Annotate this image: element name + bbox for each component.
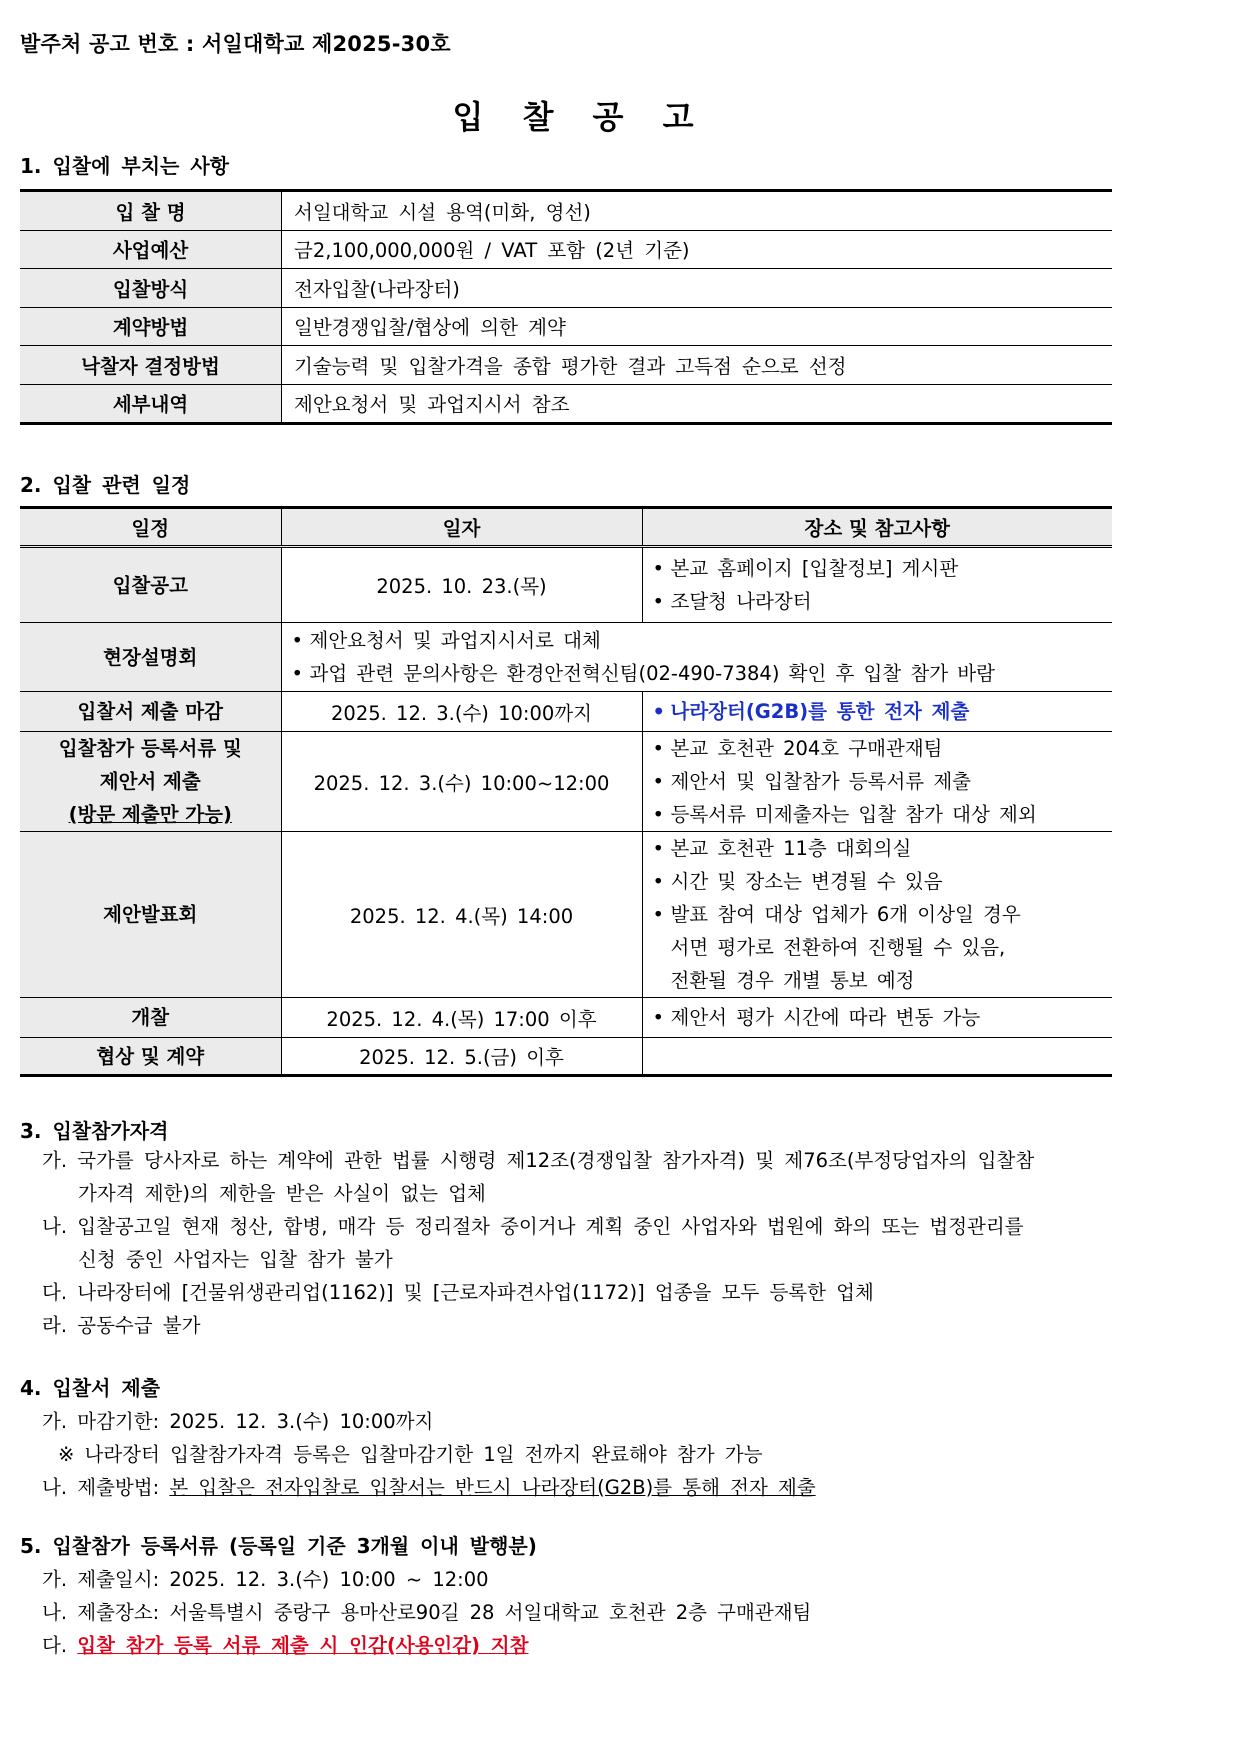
schedule-notes <box>642 832 1112 998</box>
table-row <box>20 547 1112 623</box>
schedule-label <box>20 732 281 832</box>
page-title: 입 찰 공 고 <box>452 98 708 136</box>
row-value: 기술능력 및 입찰가격을 종합 평가한 결과 고득점 순으로 선정 <box>282 346 1113 385</box>
note-text: ※ 나라장터 입찰참가자격 등록은 입찰마감기한 1일 전까지 완료해야 참가 가능 <box>58 1443 763 1466</box>
column-header: 일자 <box>281 508 642 547</box>
schedule-date: 2025. 10. 23.(목) <box>281 547 642 623</box>
schedule-label: 협상 및 계약 <box>20 1038 281 1076</box>
list-item-continuation: 신청 중인 사업자는 입찰 참가 불가 <box>78 1248 393 1271</box>
item-prefix: 나. 제출방법: <box>42 1476 170 1499</box>
row-value: 일반경쟁입찰/협상에 의한 계약 <box>282 307 1113 346</box>
list-item: • 조달청 나라장터 <box>653 585 1113 618</box>
list-item-continuation: 가자격 제한)의 제한을 받은 사실이 없는 업체 <box>78 1182 486 1205</box>
list-item: • 본교 호천관 204호 구매관재팀 <box>653 732 1113 765</box>
section-2-heading: 2. 입찰 관련 일정 <box>20 473 191 497</box>
list-item: • 나라장터(G2B)를 통한 전자 제출 <box>653 695 1113 728</box>
row-label: 사업예산 <box>20 230 282 269</box>
schedule-label: 입찰공고 <box>20 547 281 623</box>
section-1-heading: 1. 입찰에 부치는 사항 <box>20 154 229 178</box>
bid-overview-table <box>20 189 1112 425</box>
row-value: 금2,100,000,000원 / VAT 포함 (2년 기준) <box>282 230 1113 269</box>
row-label: 입찰방식 <box>20 269 282 308</box>
column-header: 장소 및 참고사항 <box>642 508 1112 547</box>
schedule-date: 2025. 12. 4.(목) 14:00 <box>281 832 642 998</box>
row-value: 제안요청서 및 과업지시서 참조 <box>282 384 1113 424</box>
schedule-notes <box>281 623 1112 692</box>
list-item: 가. 마감기한: 2025. 12. 3.(수) 10:00까지 <box>42 1410 434 1433</box>
schedule-notes <box>642 1038 1112 1076</box>
table-row <box>20 230 1112 269</box>
table-row <box>20 623 1112 692</box>
list-item-continuation: 전환될 경우 개별 통보 예정 <box>670 969 915 992</box>
row-value: 서일대학교 시설 용역(미화, 영선) <box>282 191 1113 231</box>
list-item: 라. 공동수급 불가 <box>42 1314 201 1337</box>
column-header: 일정 <box>20 508 281 547</box>
table-header-row <box>20 508 1112 547</box>
list-item <box>20 1471 1140 1504</box>
list-item: • 발표 참여 대상 업체가 6개 이상일 경우 <box>653 898 1113 931</box>
schedule-table <box>20 506 1112 1077</box>
table-row <box>20 269 1112 308</box>
schedule-label: 입찰서 제출 마감 <box>20 692 281 732</box>
table-row <box>20 732 1112 832</box>
list-item: • 제안서 및 입찰참가 등록서류 제출 <box>653 765 1113 798</box>
row-value: 전자입찰(나라장터) <box>282 269 1113 308</box>
list-item <box>20 1629 1140 1662</box>
section-4-heading: 4. 입찰서 제출 <box>20 1376 161 1400</box>
list-item: • 등록서류 미제출자는 입찰 참가 대상 제외 <box>653 798 1113 831</box>
table-row <box>20 692 1112 732</box>
row-label: 낙찰자 결정방법 <box>20 346 282 385</box>
schedule-notes <box>642 692 1112 732</box>
label-line: (방문 제출만 가능) <box>68 803 232 826</box>
schedule-label: 현장설명회 <box>20 623 281 692</box>
list-item: 나. 제출장소: 서울특별시 중랑구 용마산로90길 28 서일대학교 호천관 2층 구매관재팀 <box>42 1601 812 1624</box>
schedule-date: 2025. 12. 3.(수) 10:00~12:00 <box>281 732 642 832</box>
seal-requirement: 입찰 참가 등록 서류 제출 시 인감(사용인감) 지참 <box>77 1634 529 1657</box>
table-row <box>20 307 1112 346</box>
list-item: • 과업 관련 문의사항은 환경안전혁신팀(02-490-7384) 확인 후 입찰 참가 바람 <box>292 657 1113 690</box>
list-item: 가. 국가를 당사자로 하는 계약에 관한 법률 시행령 제12조(경쟁입찰 참가자격) 및 제76조(부정당업자의 입찰참 <box>42 1149 1035 1172</box>
list-item: • 본교 호천관 11층 대회의실 <box>653 832 1113 865</box>
schedule-notes <box>642 732 1112 832</box>
list-item: 가. 제출일시: 2025. 12. 3.(수) 10:00 ~ 12:00 <box>42 1568 489 1591</box>
label-line: 제안서 제출 <box>99 770 201 793</box>
list-item: 다. 나라장터에 [건물위생관리업(1162)] 및 [근로자파견사업(1172)] 업종을 모두 등록한 업체 <box>42 1281 874 1304</box>
table-row <box>20 832 1112 998</box>
list-item-continuation: 서면 평가로 전환하여 진행될 수 있음, <box>670 936 1006 959</box>
row-label: 세부내역 <box>20 384 282 424</box>
submission-method: 본 입찰은 전자입찰로 입찰서는 반드시 나라장터(G2B)를 통해 전자 제출 <box>169 1476 816 1499</box>
table-row <box>20 191 1112 231</box>
section-5-heading: 5. 입찰참가 등록서류 (등록일 기준 3개월 이내 발행분) <box>20 1534 537 1558</box>
table-row <box>20 1038 1112 1076</box>
schedule-notes <box>642 547 1112 623</box>
list-item: • 본교 홈페이지 [입찰정보] 게시판 <box>653 552 1113 585</box>
list-item: 나. 입찰공고일 현재 청산, 합병, 매각 등 정리절차 중이거나 계획 중인 사업자와 법원에 화의 또는 법정관리를 <box>42 1215 1024 1238</box>
item-prefix: 다. <box>42 1634 78 1657</box>
table-row <box>20 384 1112 424</box>
schedule-date: 2025. 12. 3.(수) 10:00까지 <box>281 692 642 732</box>
list-item: • 제안서 평가 시간에 따라 변동 가능 <box>653 1001 1113 1034</box>
schedule-notes <box>642 998 1112 1038</box>
list-item: • 제안요청서 및 과업지시서로 대체 <box>292 624 1113 657</box>
table-row <box>20 346 1112 385</box>
row-label: 계약방법 <box>20 307 282 346</box>
row-label: 입 찰 명 <box>20 191 282 231</box>
table-row <box>20 998 1112 1038</box>
schedule-date: 2025. 12. 5.(금) 이후 <box>281 1038 642 1076</box>
agency-notice-number: 발주처 공고 번호 : 서일대학교 제2025-30호 <box>20 32 451 56</box>
section-3-heading: 3. 입찰참가자격 <box>20 1119 169 1143</box>
schedule-date: 2025. 12. 4.(목) 17:00 이후 <box>281 998 642 1038</box>
label-line: 입찰참가 등록서류 및 <box>58 737 242 760</box>
schedule-label: 제안발표회 <box>20 832 281 998</box>
schedule-label: 개찰 <box>20 998 281 1038</box>
notice-page <box>20 28 1140 1662</box>
list-item: • 시간 및 장소는 변경될 수 있음 <box>653 865 1113 898</box>
